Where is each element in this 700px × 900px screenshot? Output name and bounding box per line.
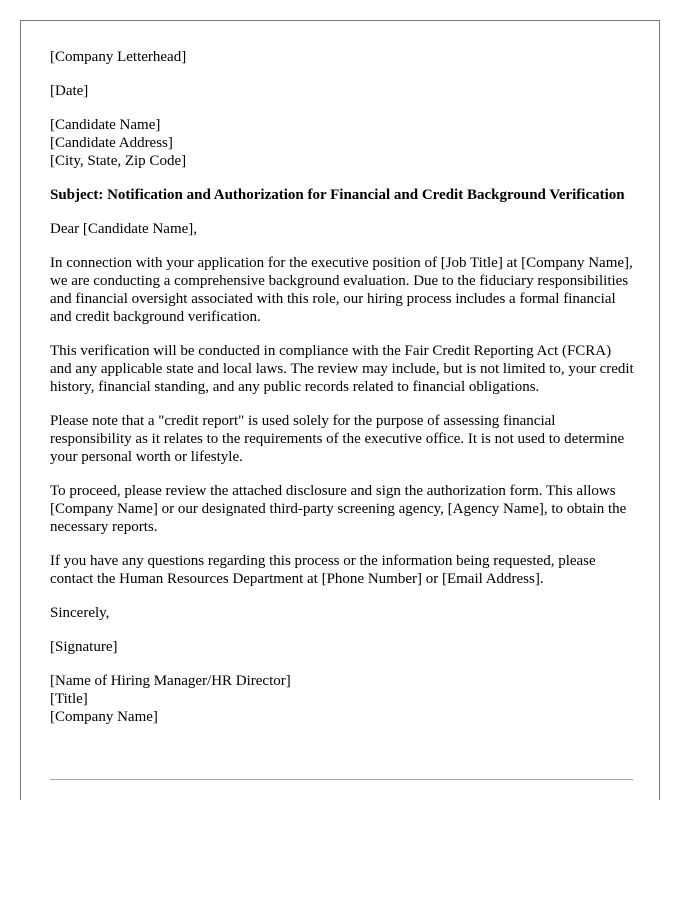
company-letterhead: [Company Letterhead] <box>50 49 187 65</box>
signatory-block <box>50 672 635 726</box>
salutation: Dear [Candidate Name], <box>50 221 198 237</box>
signatory-title: [Title] <box>50 691 88 707</box>
recipient-city-state-zip: [City, State, Zip Code] <box>50 153 187 169</box>
closing: Sincerely, <box>50 605 110 621</box>
body-paragraph-fcra-compliance: This verification will be conducted in compliance with the Fair Credit Reporting Act (FCRA) and any applicable state and local laws. The review may include, but is not limited to, your credit history, financial standing, and any public records related to financial obligations. <box>50 343 634 395</box>
footer-divider <box>50 779 633 780</box>
signatory-name: [Name of Hiring Manager/HR Director] <box>50 673 291 689</box>
signature-placeholder: [Signature] <box>50 639 118 655</box>
body-paragraph-contact: If you have any questions regarding this process or the information being requested, please contact the Human Resources Department at [Phone Number] or [Email Address]. <box>50 553 596 587</box>
body-paragraph-credit-report-note: Please note that a "credit report" is used solely for the purpose of assessing financial responsibility as it relates to the requirements of the executive office. It is not used to determine your personal worth or lifestyle. <box>50 413 625 465</box>
signatory-company: [Company Name] <box>50 709 158 725</box>
letter-content <box>50 48 635 742</box>
letter-date: [Date] <box>50 83 89 99</box>
recipient-address-block <box>50 116 635 170</box>
letter-page <box>20 20 660 800</box>
body-paragraph-application: In connection with your application for the executive position of [Job Title] at [Company Name], we are conducting a comprehensive background evaluation. Due to the fiduciary responsibilities and financial oversight associated with this role, our hiring process includes a formal financial and credit background verification. <box>50 255 633 325</box>
letter-subject: Subject: Notification and Authorization for Financial and Credit Background Verification <box>50 187 625 203</box>
recipient-name: [Candidate Name] <box>50 117 161 133</box>
body-paragraph-authorization: To proceed, please review the attached disclosure and sign the authorization form. This allows [Company Name] or our designated third-party screening agency, [Agency Name], to obtain the necessary reports. <box>50 483 627 535</box>
recipient-address: [Candidate Address] <box>50 135 173 151</box>
